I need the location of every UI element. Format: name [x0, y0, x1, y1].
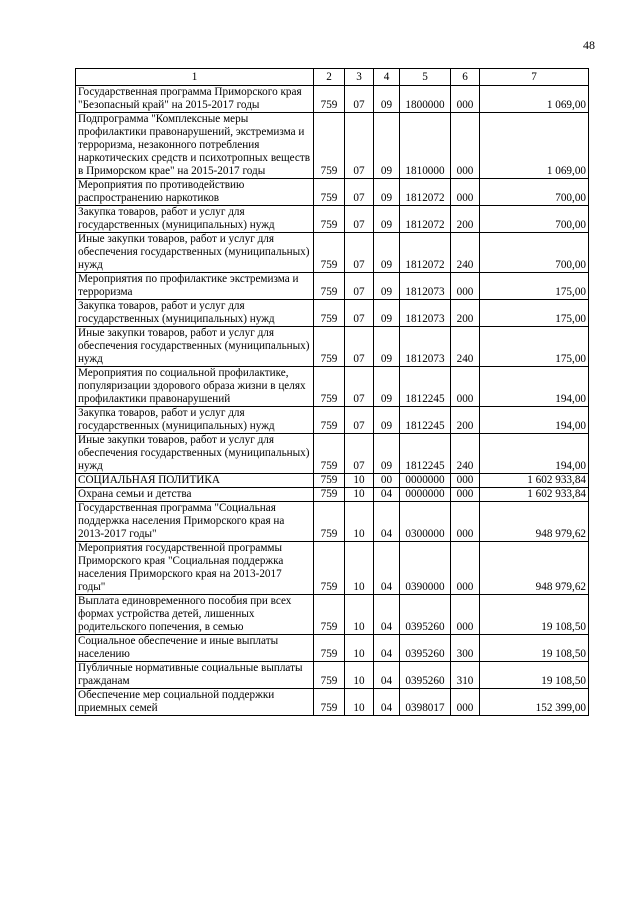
section-cell: 10 [345, 474, 374, 488]
amount-cell: 175,00 [480, 327, 589, 367]
target-article-cell: 0395260 [400, 595, 451, 635]
table-row [76, 206, 589, 233]
expense-type-cell: 000 [451, 488, 480, 502]
header-cell: 4 [374, 69, 400, 86]
code-cell: 759 [314, 635, 345, 662]
amount-cell: 175,00 [480, 300, 589, 327]
table-row [76, 367, 589, 407]
amount-cell: 700,00 [480, 206, 589, 233]
expense-type-cell: 310 [451, 662, 480, 689]
expense-type-cell: 000 [451, 86, 480, 113]
amount-cell: 1 602 933,84 [480, 488, 589, 502]
description-cell: Публичные нормативные социальные выплаты гражданам [76, 662, 314, 689]
amount-cell: 700,00 [480, 179, 589, 206]
table-row [76, 542, 589, 595]
description-cell: Мероприятия по профилактике экстремизма и терроризма [76, 273, 314, 300]
expense-type-cell: 200 [451, 300, 480, 327]
header-cell: 2 [314, 69, 345, 86]
amount-cell: 1 069,00 [480, 86, 589, 113]
target-article-cell: 0000000 [400, 488, 451, 502]
section-cell: 10 [345, 635, 374, 662]
section-cell: 07 [345, 206, 374, 233]
description-cell: Закупка товаров, работ и услуг для государственных (муниципальных) нужд [76, 206, 314, 233]
subsection-cell: 09 [374, 327, 400, 367]
code-cell: 759 [314, 407, 345, 434]
amount-cell: 194,00 [480, 407, 589, 434]
subsection-cell: 09 [374, 434, 400, 474]
header-cell: 7 [480, 69, 589, 86]
subsection-cell: 04 [374, 662, 400, 689]
table-row [76, 327, 589, 367]
table-row [76, 662, 589, 689]
amount-cell: 152 399,00 [480, 689, 589, 716]
description-cell: Мероприятия государственной программы Приморского края "Социальная поддержка населения Приморского края на 2013-2017 годы" [76, 542, 314, 595]
expense-type-cell: 000 [451, 113, 480, 179]
table-row [76, 488, 589, 502]
section-cell: 10 [345, 689, 374, 716]
header-cell: 3 [345, 69, 374, 86]
amount-cell: 948 979,62 [480, 542, 589, 595]
target-article-cell: 1812245 [400, 434, 451, 474]
subsection-cell: 04 [374, 542, 400, 595]
section-cell: 10 [345, 595, 374, 635]
expense-type-cell: 240 [451, 327, 480, 367]
expense-type-cell: 000 [451, 689, 480, 716]
description-cell: Закупка товаров, работ и услуг для государственных (муниципальных) нужд [76, 300, 314, 327]
description-cell: Мероприятия по противодействию распространению наркотиков [76, 179, 314, 206]
subsection-cell: 04 [374, 488, 400, 502]
amount-cell: 19 108,50 [480, 635, 589, 662]
expense-type-cell: 240 [451, 233, 480, 273]
amount-cell: 1 069,00 [480, 113, 589, 179]
budget-table [75, 68, 589, 716]
table-row [76, 474, 589, 488]
description-cell: Охрана семьи и детства [76, 488, 314, 502]
description-cell: Иные закупки товаров, работ и услуг для обеспечения государственных (муниципальных) нужд [76, 233, 314, 273]
amount-cell: 19 108,50 [480, 595, 589, 635]
subsection-cell: 09 [374, 86, 400, 113]
section-cell: 07 [345, 113, 374, 179]
amount-cell: 19 108,50 [480, 662, 589, 689]
expense-type-cell: 240 [451, 434, 480, 474]
subsection-cell: 04 [374, 635, 400, 662]
code-cell: 759 [314, 434, 345, 474]
code-cell: 759 [314, 474, 345, 488]
section-cell: 10 [345, 488, 374, 502]
section-cell: 07 [345, 367, 374, 407]
table-row [76, 86, 589, 113]
subsection-cell: 04 [374, 502, 400, 542]
target-article-cell: 0000000 [400, 474, 451, 488]
section-cell: 07 [345, 86, 374, 113]
amount-cell: 948 979,62 [480, 502, 589, 542]
table-body [76, 69, 589, 716]
subsection-cell: 09 [374, 233, 400, 273]
code-cell: 759 [314, 206, 345, 233]
table-row [76, 179, 589, 206]
expense-type-cell: 000 [451, 542, 480, 595]
table-row [76, 113, 589, 179]
table-row [76, 233, 589, 273]
header-cell: 1 [76, 69, 314, 86]
code-cell: 759 [314, 367, 345, 407]
target-article-cell: 0398017 [400, 689, 451, 716]
code-cell: 759 [314, 327, 345, 367]
subsection-cell: 09 [374, 300, 400, 327]
expense-type-cell: 000 [451, 367, 480, 407]
target-article-cell: 1812245 [400, 367, 451, 407]
table-row [76, 635, 589, 662]
section-cell: 10 [345, 662, 374, 689]
code-cell: 759 [314, 273, 345, 300]
expense-type-cell: 000 [451, 179, 480, 206]
code-cell: 759 [314, 86, 345, 113]
target-article-cell: 1812245 [400, 407, 451, 434]
description-cell: Иные закупки товаров, работ и услуг для обеспечения государственных (муниципальных) нужд [76, 327, 314, 367]
description-cell: Подпрограмма "Комплексные меры профилактики правонарушений, экстремизма и терроризма, незаконного потребления наркотических средств и психотропных веществ в Приморском крае" на 2015-2017 годы [76, 113, 314, 179]
target-article-cell: 0390000 [400, 542, 451, 595]
expense-type-cell: 000 [451, 474, 480, 488]
description-cell: Государственная программа Приморского края "Безопасный край" на 2015-2017 годы [76, 86, 314, 113]
table-row [76, 595, 589, 635]
table-row [76, 273, 589, 300]
section-cell: 07 [345, 300, 374, 327]
target-article-cell: 0395260 [400, 635, 451, 662]
section-cell: 10 [345, 542, 374, 595]
code-cell: 759 [314, 179, 345, 206]
code-cell: 759 [314, 233, 345, 273]
expense-type-cell: 200 [451, 206, 480, 233]
expense-type-cell: 000 [451, 502, 480, 542]
target-article-cell: 0300000 [400, 502, 451, 542]
subsection-cell: 09 [374, 407, 400, 434]
table-row [76, 502, 589, 542]
section-cell: 07 [345, 327, 374, 367]
subsection-cell: 04 [374, 595, 400, 635]
target-article-cell: 1812072 [400, 179, 451, 206]
description-cell: Обеспечение мер социальной поддержки приемных семей [76, 689, 314, 716]
table-row [76, 300, 589, 327]
amount-cell: 1 602 933,84 [480, 474, 589, 488]
section-cell: 07 [345, 434, 374, 474]
code-cell: 759 [314, 595, 345, 635]
table-row [76, 434, 589, 474]
description-cell: СОЦИАЛЬНАЯ ПОЛИТИКА [76, 474, 314, 488]
section-cell: 10 [345, 502, 374, 542]
table-header-row [76, 69, 589, 86]
amount-cell: 194,00 [480, 367, 589, 407]
description-cell: Закупка товаров, работ и услуг для государственных (муниципальных) нужд [76, 407, 314, 434]
target-article-cell: 1800000 [400, 86, 451, 113]
expense-type-cell: 000 [451, 595, 480, 635]
code-cell: 759 [314, 300, 345, 327]
amount-cell: 194,00 [480, 434, 589, 474]
target-article-cell: 1812073 [400, 327, 451, 367]
page-number: 48 [583, 38, 595, 52]
amount-cell: 700,00 [480, 233, 589, 273]
code-cell: 759 [314, 502, 345, 542]
subsection-cell: 04 [374, 689, 400, 716]
table-row [76, 689, 589, 716]
description-cell: Государственная программа "Социальная поддержка населения Приморского края на 2013-2017 годы" [76, 502, 314, 542]
subsection-cell: 09 [374, 179, 400, 206]
section-cell: 07 [345, 273, 374, 300]
code-cell: 759 [314, 113, 345, 179]
expense-type-cell: 200 [451, 407, 480, 434]
code-cell: 759 [314, 689, 345, 716]
target-article-cell: 0395260 [400, 662, 451, 689]
expense-type-cell: 300 [451, 635, 480, 662]
target-article-cell: 1812073 [400, 273, 451, 300]
target-article-cell: 1812072 [400, 233, 451, 273]
code-cell: 759 [314, 542, 345, 595]
subsection-cell: 09 [374, 273, 400, 300]
description-cell: Иные закупки товаров, работ и услуг для обеспечения государственных (муниципальных) нужд [76, 434, 314, 474]
description-cell: Мероприятия по социальной профилактике, популяризации здорового образа жизни в целях профилактики правонарушений [76, 367, 314, 407]
subsection-cell: 09 [374, 206, 400, 233]
code-cell: 759 [314, 488, 345, 502]
subsection-cell: 00 [374, 474, 400, 488]
header-cell: 6 [451, 69, 480, 86]
section-cell: 07 [345, 407, 374, 434]
description-cell: Выплата единовременного пособия при всех формах устройства детей, лишенных родительского попечения, в семью [76, 595, 314, 635]
subsection-cell: 09 [374, 367, 400, 407]
code-cell: 759 [314, 662, 345, 689]
amount-cell: 175,00 [480, 273, 589, 300]
subsection-cell: 09 [374, 113, 400, 179]
target-article-cell: 1812072 [400, 206, 451, 233]
description-cell: Социальное обеспечение и иные выплаты населению [76, 635, 314, 662]
target-article-cell: 1810000 [400, 113, 451, 179]
header-cell: 5 [400, 69, 451, 86]
section-cell: 07 [345, 233, 374, 273]
target-article-cell: 1812073 [400, 300, 451, 327]
expense-type-cell: 000 [451, 273, 480, 300]
table-row [76, 407, 589, 434]
section-cell: 07 [345, 179, 374, 206]
